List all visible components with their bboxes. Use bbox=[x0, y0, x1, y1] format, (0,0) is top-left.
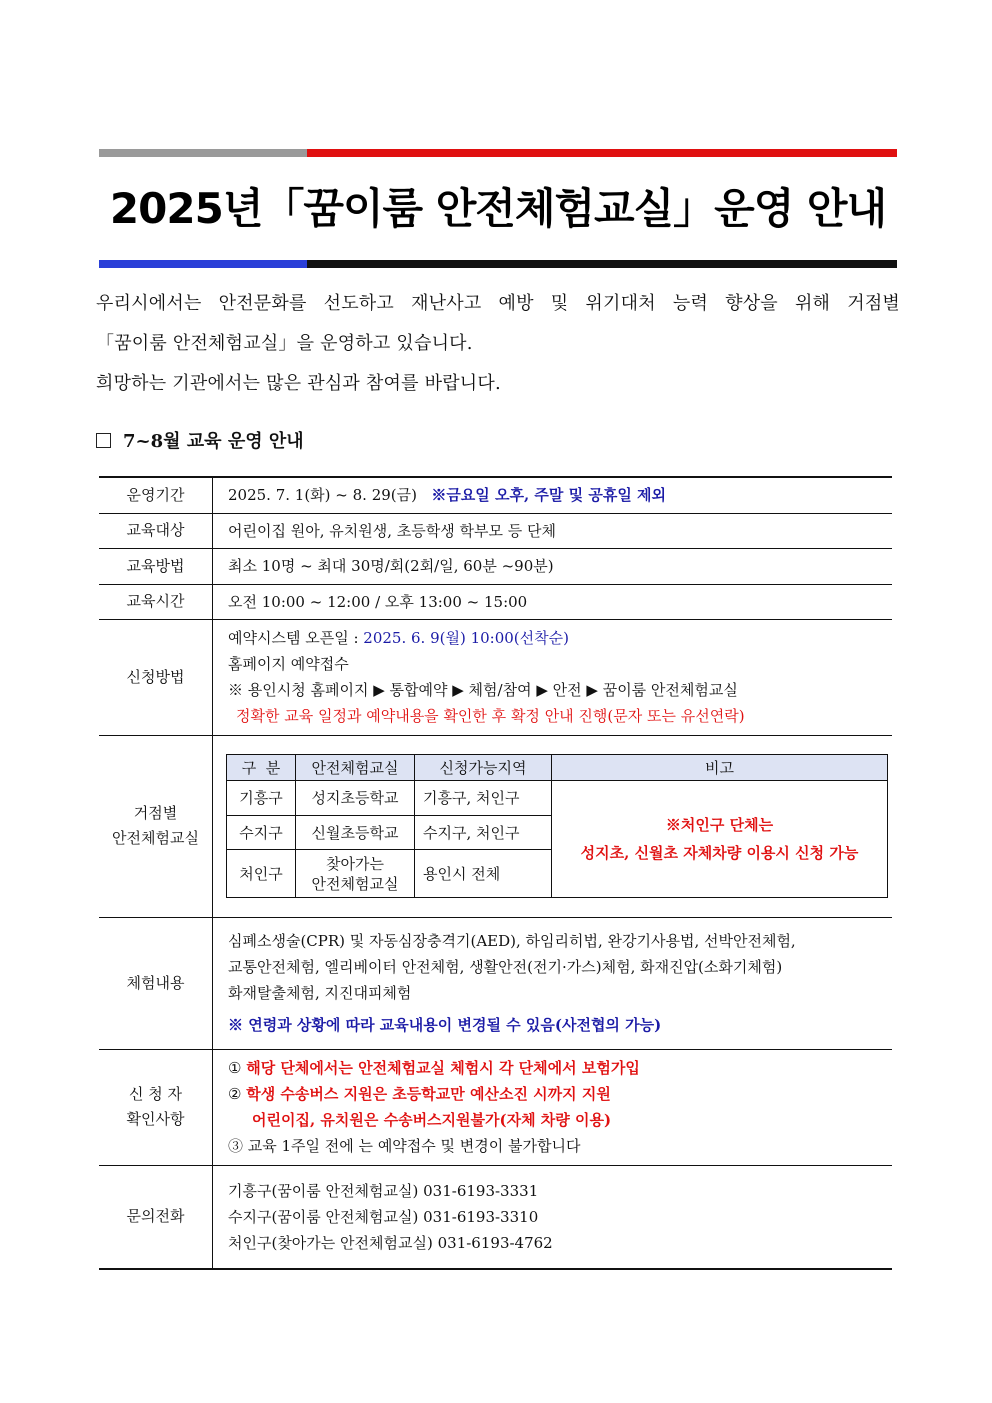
page-title: 2025년「꿈이룸 안전체험교실」운영 안내 bbox=[109, 184, 887, 233]
bottom-divider-bar bbox=[99, 260, 897, 268]
value-apply bbox=[213, 619, 893, 735]
section-title: 7~8월 교육 운영 안내 bbox=[123, 431, 304, 452]
label-apply: 신청방법 bbox=[99, 619, 213, 735]
site-district: 기흥구 bbox=[227, 781, 296, 816]
sites-header-classroom: 안전체험교실 bbox=[296, 755, 415, 781]
row-period bbox=[99, 477, 892, 513]
section-heading bbox=[96, 428, 304, 456]
check-item-1-text: 해당 단체에서는 안전체험교실 체험시 각 단체에서 보험가입 bbox=[246, 1059, 640, 1077]
label-target: 교육대상 bbox=[99, 513, 213, 548]
contact-line-3: 처인구(찾아가는 안전체험교실) 031-6193-4762 bbox=[228, 1233, 553, 1252]
info-table bbox=[99, 476, 892, 1270]
label-period: 운영기간 bbox=[99, 477, 213, 513]
value-time: 오전 10:00 ~ 12:00 / 오후 13:00 ~ 15:00 bbox=[213, 584, 893, 619]
intro-paragraph bbox=[96, 284, 900, 404]
site-school-line-2: 안전체험교실 bbox=[311, 874, 399, 893]
check-item-1 bbox=[228, 1055, 892, 1081]
row-target bbox=[99, 513, 892, 548]
check-item-2-text: 학생 수송버스 지원은 초등학교만 예산소진 시까지 지원 bbox=[246, 1085, 611, 1103]
apply-open-prefix: 예약시스템 오픈일 : bbox=[228, 629, 364, 647]
content-line-1: 심폐소생술(CPR) 및 자동심장충격기(AED), 하임리히법, 완강기사용법, 선박안전체험, bbox=[228, 932, 796, 950]
intro-line-1: 우리시에서는 안전문화를 선도하고 재난사고 예방 및 위기대처 능력 향상을 위해 거점별 bbox=[96, 293, 900, 314]
label-sites bbox=[99, 735, 213, 917]
value-content bbox=[213, 917, 893, 1049]
value-contact bbox=[213, 1165, 893, 1269]
check-item-2-continued: 어린이집, 유치원은 수송버스지원불가(자체 차량 이용) bbox=[252, 1111, 612, 1129]
apply-line-3: ※ 용인시청 홈페이지 ▶ 통합예약 ▶ 체험/참여 ▶ 안전 ▶ 꿈이룸 안전체험교실 bbox=[228, 681, 738, 699]
period-dates: 2025. 7. 1(화) ~ 8. 29(금) bbox=[228, 486, 417, 505]
site-district: 수지구 bbox=[227, 816, 296, 850]
period-note: ※금요일 오후, 주말 및 공휴일 제외 bbox=[431, 486, 667, 505]
check-item-3: ③ 교육 1주일 전에 는 예약접수 및 변경이 불가합니다 bbox=[228, 1137, 581, 1155]
label-time: 교육시간 bbox=[99, 584, 213, 619]
value-check bbox=[213, 1049, 893, 1165]
sites-header-division: 구 분 bbox=[227, 755, 296, 781]
sites-note-cell bbox=[552, 781, 888, 898]
check-item-1-num: ① bbox=[228, 1059, 242, 1077]
row-sites bbox=[99, 735, 892, 917]
row-contact bbox=[99, 1165, 892, 1269]
apply-open-line bbox=[228, 625, 892, 651]
label-contact: 문의전화 bbox=[99, 1165, 213, 1269]
site-school bbox=[296, 850, 415, 898]
label-content: 체험내용 bbox=[99, 917, 213, 1049]
content-line-3: 화재탈출체험, 지진대피체험 bbox=[228, 984, 412, 1002]
label-check bbox=[99, 1049, 213, 1165]
label-method: 교육방법 bbox=[99, 548, 213, 584]
top-bar-red-segment bbox=[307, 149, 897, 157]
sites-note-line-2: 성지초, 신월초 자체차량 이용시 신청 가능 bbox=[580, 844, 859, 862]
value-target: 어린이집 원아, 유치원생, 초등학생 학부모 등 단체 bbox=[213, 513, 893, 548]
content-line-2: 교통안전체험, 엘리베이터 안전체험, 생활안전(전기·가스)체험, 화재진압(소화기체험) bbox=[228, 958, 783, 976]
intro-line-2: 「꿈이룸 안전체험교실」을 운영하고 있습니다. bbox=[96, 333, 473, 354]
bottom-bar-blue-segment bbox=[99, 260, 307, 268]
label-check-line-2: 확인사항 bbox=[126, 1110, 185, 1128]
row-content bbox=[99, 917, 892, 1049]
value-sites bbox=[213, 735, 893, 917]
contact-line-2: 수지구(꿈이룸 안전체험교실) 031-6193-3310 bbox=[228, 1207, 539, 1226]
sites-header-note: 비고 bbox=[552, 755, 888, 781]
site-region: 기흥구, 처인구 bbox=[415, 781, 552, 816]
contact-line-1: 기흥구(꿈이룸 안전체험교실) 031-6193-3331 bbox=[228, 1181, 539, 1200]
apply-open-date: 2025. 6. 9(월) 10:00(선착순) bbox=[363, 629, 569, 647]
site-district: 처인구 bbox=[227, 850, 296, 898]
label-sites-line-2: 안전체험교실 bbox=[112, 829, 199, 847]
sites-row-giheung bbox=[227, 781, 888, 816]
row-method bbox=[99, 548, 892, 584]
value-period bbox=[213, 477, 893, 513]
value-method: 최소 10명 ~ 최대 30명/회(2회/일, 60분 ~90분) bbox=[213, 548, 893, 584]
content-note: ※ 연령과 상황에 따라 교육내용이 변경될 수 있음(사전협의 가능) bbox=[228, 1016, 662, 1034]
top-divider-bar bbox=[99, 149, 897, 157]
site-school: 신월초등학교 bbox=[296, 816, 415, 850]
sites-table bbox=[226, 754, 888, 898]
row-check bbox=[99, 1049, 892, 1165]
apply-line-4: 정확한 교육 일정과 예약내용을 확인한 후 확정 안내 진행(문자 또는 유선연락) bbox=[236, 707, 745, 725]
bottom-bar-black-segment bbox=[307, 260, 897, 268]
site-region: 용인시 전체 bbox=[415, 850, 552, 898]
row-time bbox=[99, 584, 892, 619]
label-sites-line-1: 거점별 bbox=[133, 804, 178, 822]
check-item-2-num: ② bbox=[228, 1085, 242, 1103]
label-check-line-1: 신 청 자 bbox=[128, 1085, 182, 1103]
sites-header-region: 신청가능지역 bbox=[415, 755, 552, 781]
site-region: 수지구, 처인구 bbox=[415, 816, 552, 850]
row-apply bbox=[99, 619, 892, 735]
top-bar-gray-segment bbox=[99, 149, 307, 157]
sites-header-row bbox=[227, 755, 888, 781]
intro-line-3: 희망하는 기관에서는 많은 관심과 참여를 바랍니다. bbox=[96, 373, 501, 394]
checkbox-square-icon bbox=[96, 433, 111, 448]
site-school-line-1: 찾아가는 bbox=[326, 854, 384, 873]
sites-note-line-1: ※처인구 단체는 bbox=[665, 816, 774, 834]
check-item-2 bbox=[228, 1081, 892, 1107]
apply-line-2: 홈페이지 예약접수 bbox=[228, 655, 349, 673]
site-school: 성지초등학교 bbox=[296, 781, 415, 816]
